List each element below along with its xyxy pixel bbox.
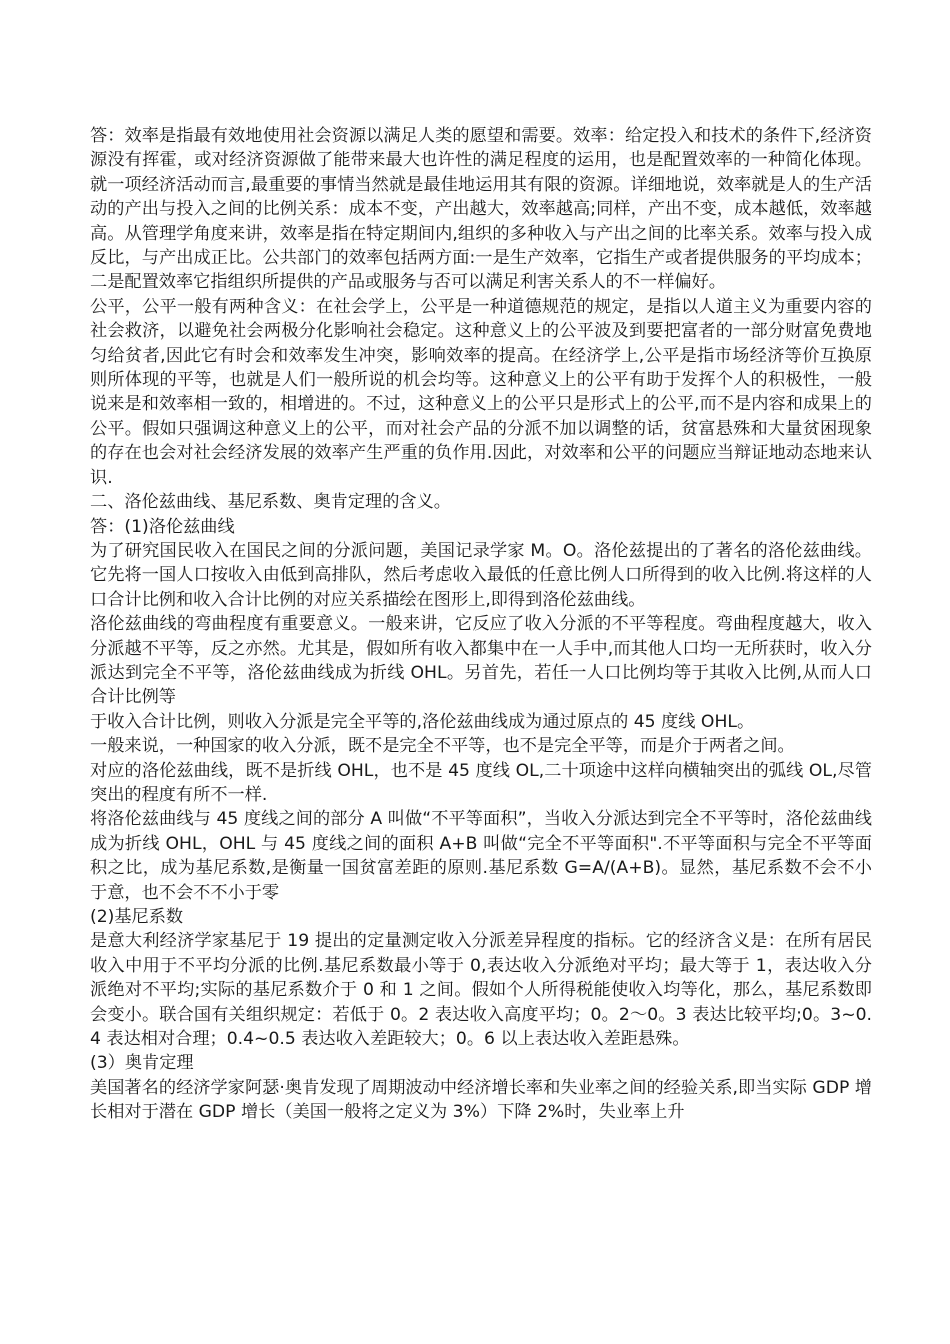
line-general: 一般来说，一种国家的收入分派，既不是完全不平等，也不是完全平等，而是介于两者之间。 xyxy=(90,736,795,757)
document-page xyxy=(90,124,872,1125)
paragraph-okun: 美国著名的经济学家阿瑟·奥肯发现了周期波动中经济增长率和失业率之间的经验关系,即当实际 GDP 增长相对于潜在 GDP 增长（美国一般将之定义为 3%）下降 2%时，失业率上升 xyxy=(90,1077,872,1123)
line-equality: 于收入合计比例，则收入分派是完全平等的,洛伦兹曲线成为通过原点的 45 度线 OHL。 xyxy=(90,711,755,732)
paragraph-gini: 是意大利经济学家基尼于 19 提出的定量测定收入分派差异程度的指标。它的经济含义是：在所有居民收入中用于不平均分派的比例.基尼系数最小等于 0,表达收入分派绝对平均；最大等于 1，表达收入分派绝对不平均;实际的基尼系数介于 0 和 1 之间。假如个人所得税能使收入均等化，那么，基尼系数即会变小。联合国有关组织规定：若低于 0。2 表达收入高度平均；0。2～0。3 表达比较平均;0。3~0.4 表达相对合理；0.4~0.5 表达收入差距较大；0。6 以上表达收入差距悬殊。 xyxy=(90,931,872,1050)
paragraph-efficiency: 答：效率是指最有效地使用社会资源以满足人类的愿望和需要。效率：给定投入和技术的条件下,经济资源没有挥霍，或对经济资源做了能带来最大也许性的满足程度的运用，也是配置效率的一种简化体现。就一项经济活动而言,最重要的事情当然就是最佳地运用其有限的资源。详细地说，效率就是人的生产活动的产出与投入之间的比例关系：成本不变，产出越大，效率越高;同样，产出不变，成本越低，效率越高。从管理学角度来讲，效率是指在特定期间内,组织的多种收入与产出之间的比率关系。效率与投入成反比，与产出成正比。公共部门的效率包括两方面:一是生产效率，它指生产或者提供服务的平均成本；二是配置效率它指组织所提供的产品或服务与否可以满足利害关系人的不一样偏好。 xyxy=(90,126,872,293)
answer-lorenz-heading: 答：(1)洛伦兹曲线 xyxy=(90,516,235,537)
section-heading-2: 二、洛伦兹曲线、基尼系数、奥肯定理的含义。 xyxy=(90,492,451,513)
okun-heading: (3）奥肯定理 xyxy=(90,1053,194,1074)
paragraph-lorenz-intro: 为了研究国民收入在国民之间的分派问题，美国记录学家 M。O。洛伦兹提出的了著名的洛伦兹曲线。它先将一国人口按收入由低到高排队，然后考虑收入最低的任意比例人口所得到的收入比例.将这样的人口合计比例和收入合计比例的对应关系描绘在图形上,即得到洛伦兹曲线。 xyxy=(90,540,872,610)
paragraph-fairness: 公平，公平一般有两种含义：在社会学上，公平是一种道德规范的规定，是指以人道主义为重要内容的社会救济，以避免社会两极分化影响社会稳定。这种意义上的公平波及到要把富者的一部分财富免费地匀给贫者,因此它有时会和效率发生冲突，影响效率的提高。在经济学上,公平是指市场经济等价互换原则所体现的平等，也就是人们一般所说的机会均等。这种意义上的公平有助于发挥个人的积极性，一般说来是和效率相一致的，相增进的。不过，这种意义上的公平只是形式上的公平,而不是内容和成果上的公平。假如只强调这种意义上的公平，而对社会产品的分派不加以调整的话，贫富悬殊和大量贫困现象的存在也会对社会经济发展的效率产生严重的负作用.因此，对效率和公平的问题应当辩证地动态地来认识. xyxy=(90,296,872,488)
paragraph-lorenz-arc: 对应的洛伦兹曲线，既不是折线 OHL，也不是 45 度线 OL,二十项途中这样向横轴突出的弧线 OL,尽管突出的程度有所不一样. xyxy=(90,760,872,805)
paragraph-lorenz-curvature: 洛伦兹曲线的弯曲程度有重要意义。一般来讲，它反应了收入分派的不平等程度。弯曲程度越大，收入分派越不平等，反之亦然。尤其是，假如所有收入都集中在一人手中,而其他人口均一无所获时，收入分派达到完全不平等，洛伦兹曲线成为折线 OHL。另首先，若任一人口比例均等于其收入比例,从而人口合计比例等 xyxy=(90,614,872,708)
gini-heading: (2)基尼系数 xyxy=(90,907,184,927)
paragraph-gini-definition: 将洛伦兹曲线与 45 度线之间的部分 A 叫做“不平等面积”，当收入分派达到完全不平等时，洛伦兹曲线成为折线 OHL，OHL 与 45 度线之间的面积 A+B 叫做“完全不平等面积".不平等面积与完全不平等面积之比，成为基尼系数,是衡量一国贫富差距的原则.基尼系数 G=A/(A+B)。显然，基尼系数不会不小于意，也不会不不小于零 xyxy=(90,809,872,903)
